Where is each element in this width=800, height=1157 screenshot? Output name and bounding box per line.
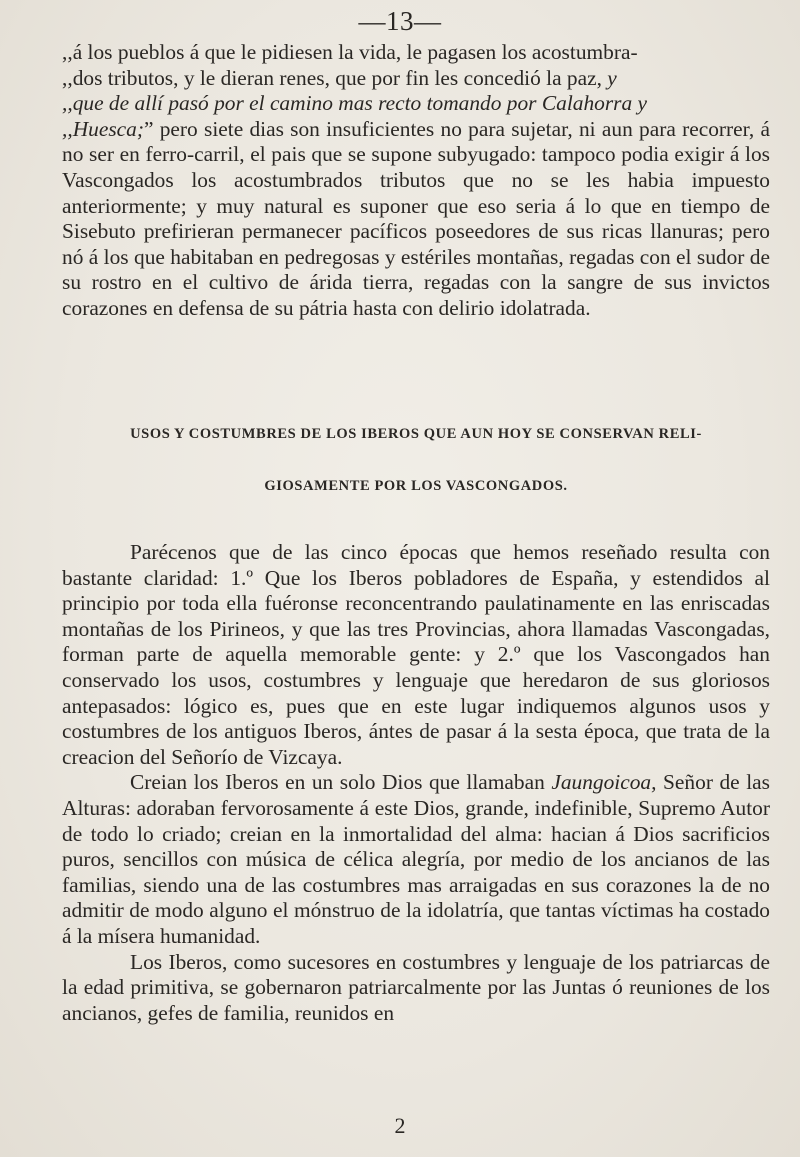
jaungoicoa-term: Jaungoicoa, (551, 770, 657, 795)
paragraph-epochs: Parécenos que de las cinco épocas que hemos reseñado resulta con bastante claridad: 1.º Que los Iberos pobladores de España, y estendidos al principio por toda ella fuéronse reconcentrando paulatinamente en las enriscadas montañas de los Pirineos, y que las tres Provincias, ahora llamadas Vascongadas, forman parte de aquella memorable gente: y 2.º que los Vascongados han conservado los usos, costumbres y lenguaje que heredaron de sus gloriosos antepasados: lógico es, pues que en este lugar indiquemos algunos usos y costumbres de los antiguos Iberos, ántes de pasar á la sesta época, que trata de la creacion del Señorío de Vizcaya. (62, 540, 770, 769)
quote-line-1: ,,á los pueblos á que le pidiesen la vida, le pagasen los acostumbra- (62, 40, 638, 64)
paragraph-religion-start: Creian los Iberos en un solo Dios que llamaban (130, 770, 552, 795)
section-heading-line-2: GIOSAMENTE POR LOS VASCONGADOS. (264, 478, 568, 494)
quote-line-2: ,,dos tributos, y le dieran renes, que por fin les concedió la paz, (62, 65, 608, 90)
paragraph-religion (62, 770, 770, 949)
signature-mark: 2 (394, 1113, 406, 1138)
quote-line-4-italic: ,,Huesca; (62, 116, 144, 141)
quote-line-2-italic: y (607, 65, 617, 90)
opening-paragraph-rest: ” pero siete dias son insuficientes no para sujetar, ni aun para recorrer, á no ser en ferro-carril, el pais que se supone subyugado: tampoco podia exigir á los Vascongados los acostumbrados tributos que no se les habia impuesto anteriormente; y muy natural es suponer que eso seria á lo que en tiempo de Sisebuto prefirieran permanecer pacíficos poseedores de sus ricas llanuras; pero nó á los que habitaban en pedregosas y estériles montañas, regadas con el sudor de su rostro en el cultivo de árida tierra, regadas con la sangre de sus invictos corazones en defensa de su pátria hasta con delirio idolatrada. (62, 116, 770, 320)
paragraph-religion-rest: Señor de las Alturas: adoraban fervorosamente á este Dios, grande, indefinible, Supremo Autor de todo lo criado; creian en la inmortalidad del alma: hacian á Dios sacrificios puros, sencillos con música de célica alegría, por medio de los ancianos de las familias, siendo una de las costumbres mas arraigadas en sus corazones la de no admitir de modo alguno el mónstruo de la idolatría, que tantas víctimas ha costado á la mísera humanidad. (62, 770, 770, 948)
paragraph-government: Los Iberos, como sucesores en costumbres y lenguaje de los patriarcas de la edad primitiva, se gobernaron patriarcalmente por las Juntas ó reuniones de los ancianos, gefes de familia, reunidos en (62, 949, 770, 1025)
section-heading-line-1: USOS Y COSTUMBRES DE LOS IBEROS QUE AUN HOY SE CONSERVAN RELI- (130, 426, 702, 442)
opening-paragraph (62, 40, 770, 322)
section-body (62, 540, 770, 1026)
page-number: —13— (358, 6, 442, 36)
quote-line-3-italic: ,,que de allí pasó por el camino mas recto tomando por Calahorra y (62, 91, 648, 116)
